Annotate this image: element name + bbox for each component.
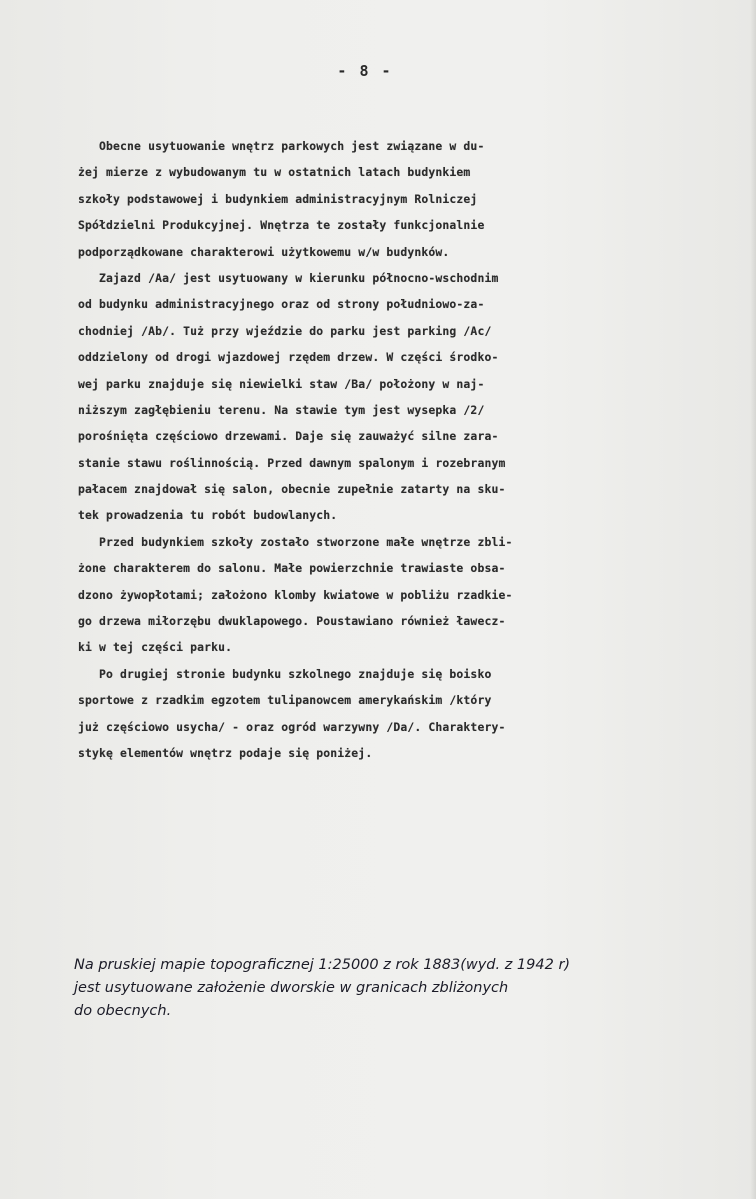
note-line: Na pruskiej mapie topograficznej 1:25000 z rok 1883(wyd. z 1942 r) [74,957,571,973]
body-line: Spółdzielni Produkcyjnej. Wnętrza te zostały funkcjonalnie [78,218,485,233]
body-line: Po drugiej stronie budynku szkolnego znajduje się boisko [78,666,492,681]
body-line: chodniej /Ab/. Tuż przy wjeździe do parku jest parking /Ac/ [78,323,492,338]
body-line: niższym zagłębieniu terenu. Na stawie tym jest wysepka /2/ [78,402,485,417]
body-line: pałacem znajdował się salon, obecnie zupełnie zatarty na sku- [78,482,506,497]
body-line: od budynku administracyjnego oraz od strony południowo-za- [78,297,485,312]
page-edge-shadow [750,0,756,1199]
note-line: do obecnych. [74,1003,172,1019]
body-line: żone charakterem do salonu. Małe powierzchnie trawiaste obsa- [78,561,506,576]
body-line: ki w tej części parku. [78,640,233,655]
body-line: Zajazd /Aa/ jest usytuowany w kierunku północno-wschodnim [78,270,499,285]
body-line: sportowe z rzadkim egzotem tulipanowcem amerykańskim /który [78,693,492,708]
body-line: Przed budynkiem szkoły zostało stworzone małe wnętrze zbli- [78,534,513,549]
body-line: stanie stawu roślinnością. Przed dawnym spalonym i rozebranym [78,455,506,470]
page-number: - 8 - [337,62,393,80]
typewritten-body [78,133,738,766]
body-line: żej mierze z wybudowanym tu w ostatnich latach budynkiem [78,165,471,180]
body-line: dzono żywopłotami; założono klomby kwiatowe w pobliżu rzadkie- [78,587,513,602]
body-line: szkoły podstawowej i budynkiem administracyjnym Rolniczej [78,191,478,206]
handwritten-note [74,954,739,1023]
body-line: go drzewa miłorzębu dwuklapowego. Poustawiano również ławecz- [78,614,506,629]
body-line: Obecne usytuowanie wnętrz parkowych jest związane w du- [78,139,485,153]
body-line: wej parku znajduje się niewielki staw /Ba/ położony w naj- [78,376,485,391]
note-line: jest usytuowane założenie dworskie w granicach zbliżonych [74,980,509,996]
body-line: podporządkowane charakterowi użytkowemu w/w budynków. [78,244,450,259]
body-line: oddzielony od drogi wjazdowej rzędem drzew. W części środko- [78,350,499,365]
body-line: tek prowadzenia tu robót budowlanych. [78,508,338,523]
body-line: już częściowo usycha/ - oraz ogród warzywny /Da/. Charaktery- [78,719,506,734]
body-line: porośnięta częściowo drzewami. Daje się zauważyć silne zara- [78,429,499,444]
body-line: stykę elementów wnętrz podaje się poniżej. [78,745,373,760]
